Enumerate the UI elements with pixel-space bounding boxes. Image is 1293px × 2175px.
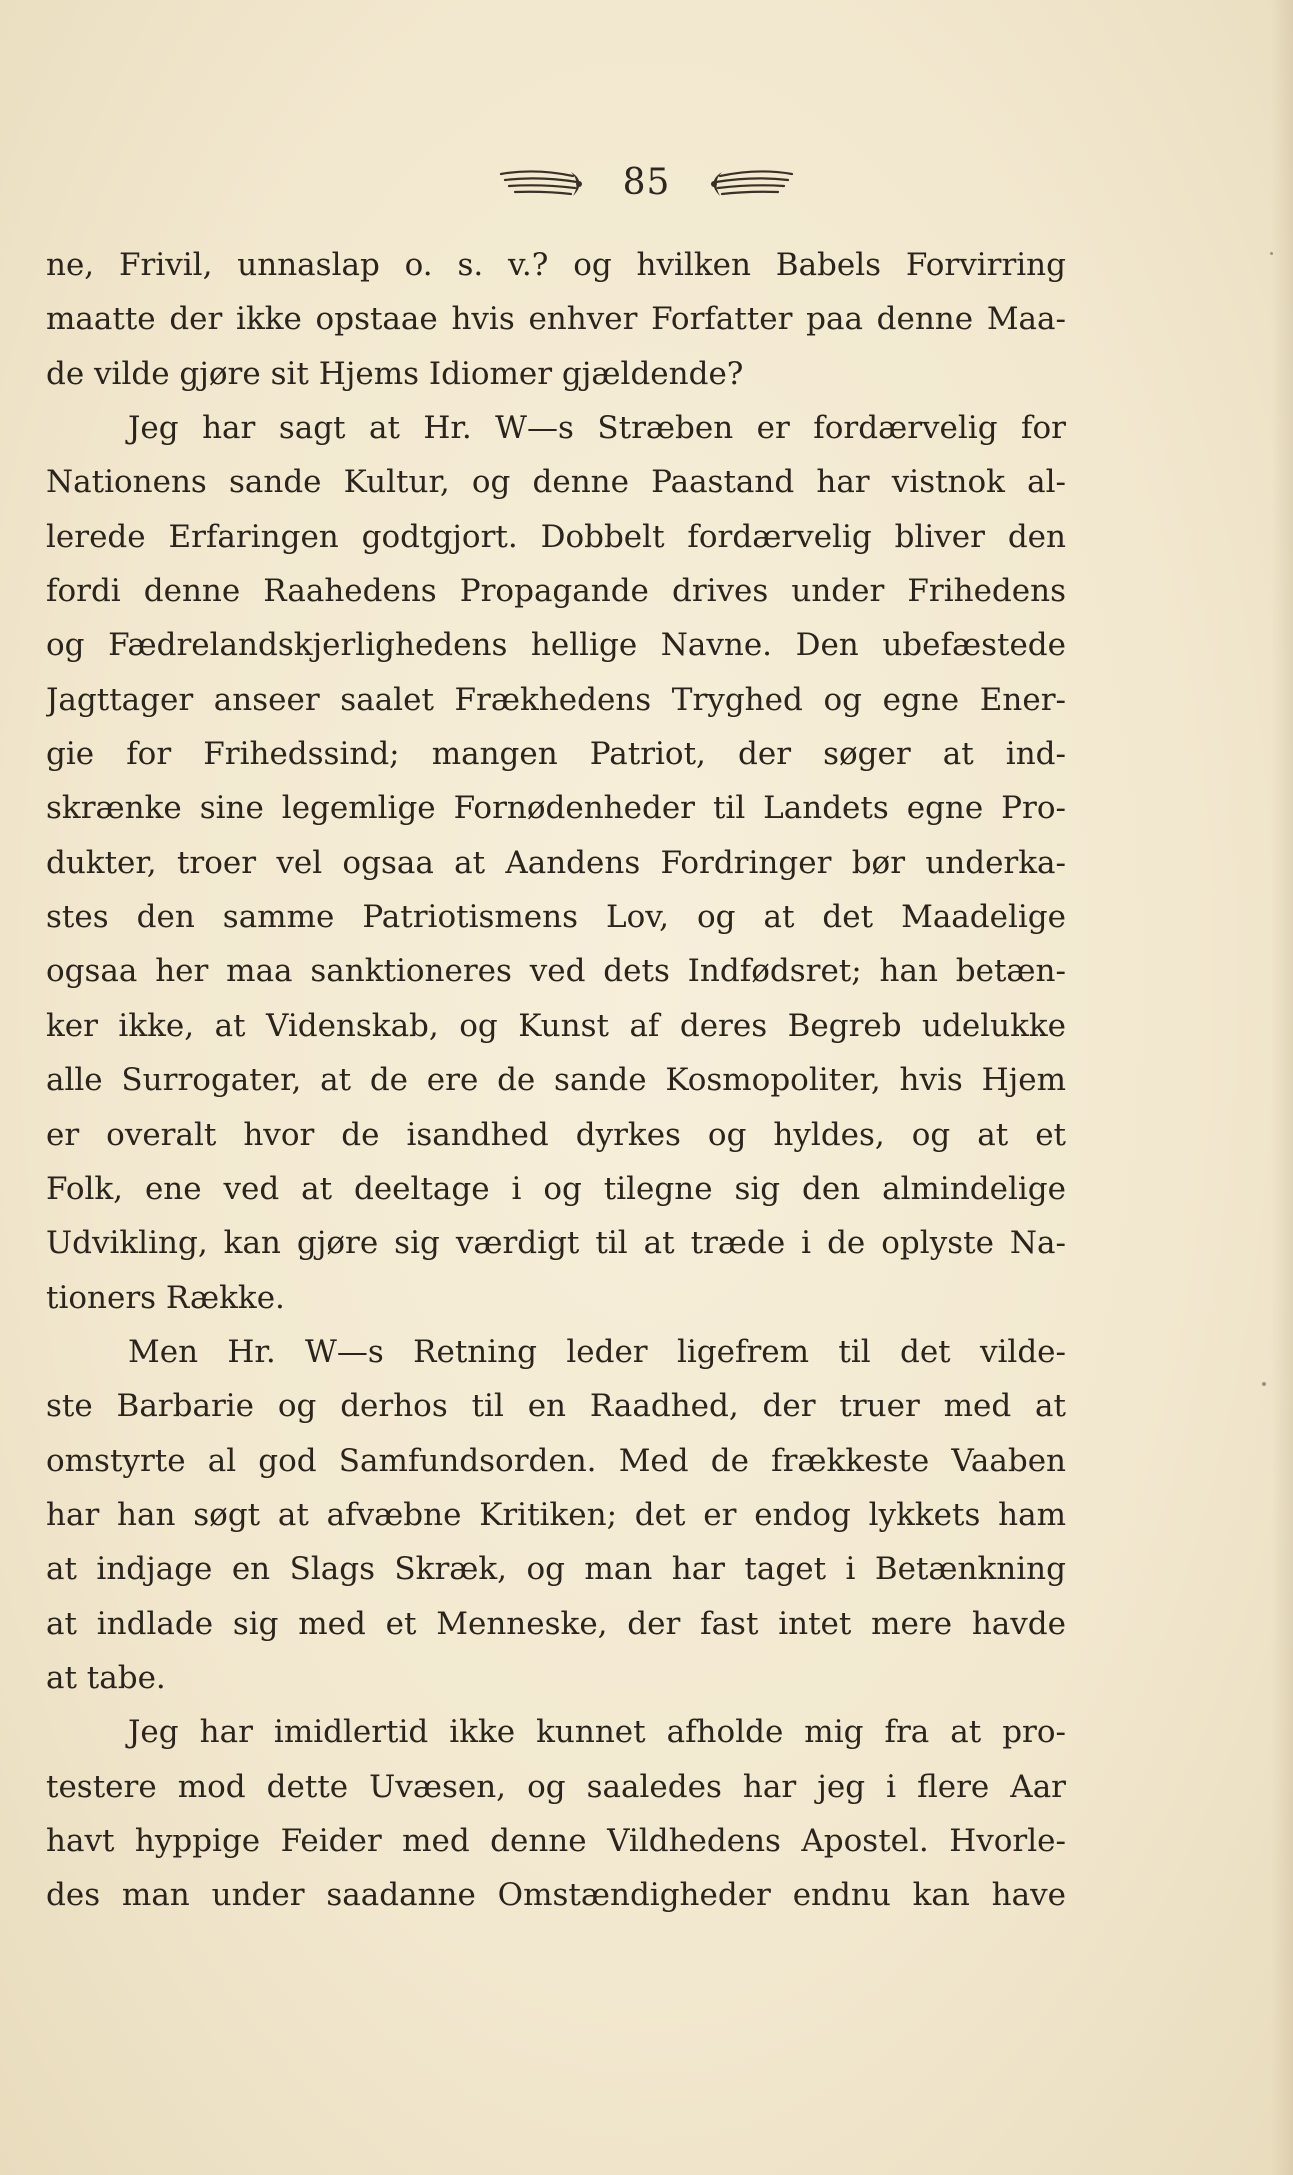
paper-speck <box>1270 252 1273 255</box>
text-line: tioners Række. <box>46 1279 285 1316</box>
text-line: alle Surrogater, at de ere de sande Kosmopoliter, hvis Hjem <box>46 1062 1066 1099</box>
text-line: ste Barbarie og derhos til en Raadhed, der truer med at <box>46 1388 1066 1425</box>
text-line: ogsaa her maa sanktioneres ved dets Indfødsret; han betæn- <box>46 953 1066 990</box>
text-line: fordi denne Raahedens Propagande drives under Frihedens <box>46 573 1066 610</box>
paragraph-start-line: Jeg har sagt at Hr. W—s Stræben er fordærvelig for <box>128 410 1066 447</box>
text-line: gie for Frihedssind; mangen Patriot, der søger at ind- <box>46 736 1066 773</box>
page-number: 85 <box>622 161 671 203</box>
text-line: maatte der ikke opstaae hvis enhver Forfatter paa denne Maa- <box>46 301 1066 338</box>
text-line: at tabe. <box>46 1659 166 1696</box>
fleuron-right-icon <box>704 164 798 200</box>
paragraph-start-line: Men Hr. W—s Retning leder ligefrem til det vilde- <box>128 1333 1066 1370</box>
text-line: ne, Frivil, unnaslap o. s. v.? og hvilken Babels Forvirring <box>46 247 1066 283</box>
text-line: at indlade sig med et Menneske, der fast intet mere havde <box>46 1605 1066 1642</box>
text-line: er overalt hvor de isandhed dyrkes og hyldes, og at et <box>46 1116 1066 1153</box>
text-line: Jagttager anseer saalet Frækhedens Tryghed og egne Ener- <box>46 681 1066 718</box>
paragraph-start-line: Jeg har imidlertid ikke kunnet afholde mig fra at pro- <box>128 1714 1066 1751</box>
text-line: Nationens sande Kultur, og denne Paastand har vistnok al- <box>46 464 1066 501</box>
text-line: havt hyppige Feider med denne Vildhedens Apostel. Hvorle- <box>46 1822 1066 1859</box>
text-line: testere mod dette Uvæsen, og saaledes har jeg i flere Aar <box>46 1768 1066 1805</box>
body-text <box>46 238 1066 1923</box>
text-line: har han søgt at afvæbne Kritiken; det er endog lykkets ham <box>46 1496 1066 1533</box>
text-line: dukter, troer vel ogsaa at Aandens Fordringer bør underka- <box>46 844 1066 881</box>
text-line: Udvikling, kan gjøre sig værdigt til at træde i de oplyste Na- <box>46 1225 1066 1262</box>
text-line: lerede Erfaringen godtgjort. Dobbelt fordærvelig bliver den <box>46 518 1066 555</box>
text-line: omstyrte al god Samfundsorden. Med de frækkeste Vaaben <box>46 1442 1066 1479</box>
fleuron-left-icon <box>495 164 589 200</box>
text-line: stes den samme Patriotismens Lov, og at det Maadelige <box>46 899 1066 936</box>
text-line: de vilde gjøre sit Hjems Idiomer gjældende? <box>46 355 744 392</box>
text-line: des man under saadanne Omstændigheder endnu kan have <box>46 1877 1066 1914</box>
text-line: ker ikke, at Videnskab, og Kunst af deres Begreb udelukke <box>46 1007 1066 1044</box>
paper-speck <box>1262 1382 1266 1386</box>
text-line: at indjage en Slags Skræk, og man har taget i Betænkning <box>46 1551 1066 1588</box>
text-line: og Fædrelandskjerlighedens hellige Navne. Den ubefæstede <box>46 627 1066 664</box>
page-edge-shadow <box>1271 0 1293 2175</box>
text-line: Folk, ene ved at deeltage i og tilegne sig den almindelige <box>46 1170 1066 1207</box>
running-header <box>0 158 1293 206</box>
text-line: skrænke sine legemlige Fornødenheder til Landets egne Pro- <box>46 790 1066 827</box>
